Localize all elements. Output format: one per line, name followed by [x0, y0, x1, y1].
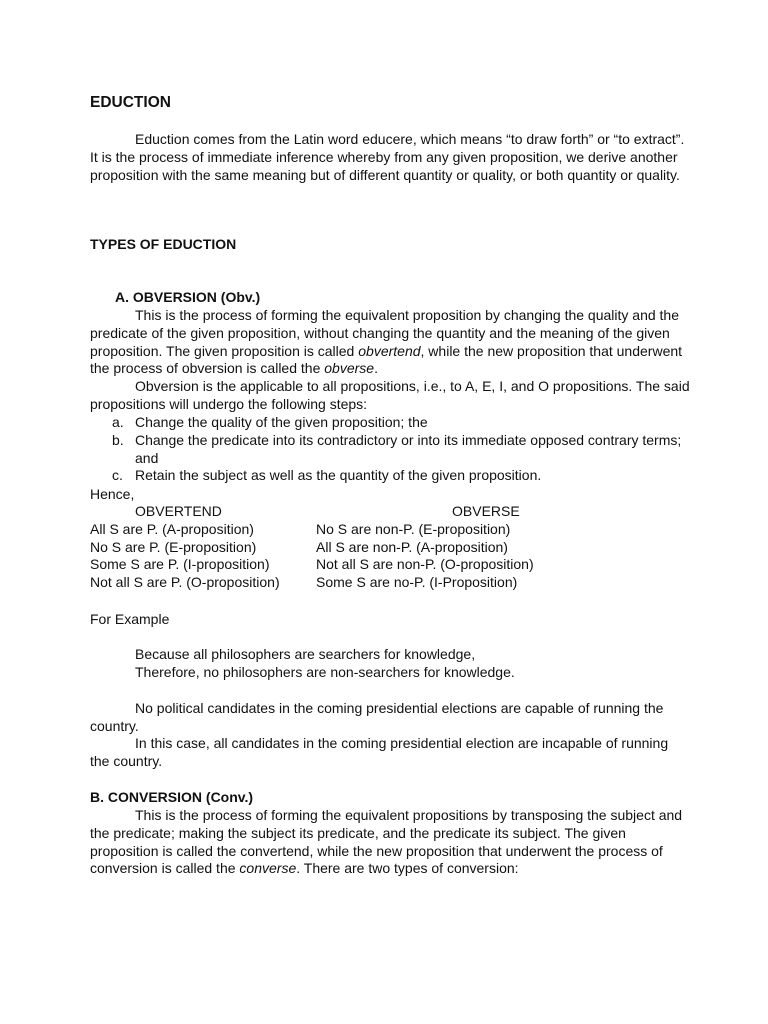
obvertend-term: obvertend	[358, 342, 421, 359]
obversion-steps-list	[112, 414, 692, 485]
list-item: b. Change the predicate into its contradictory or into its immediate opposed contrary terms; and	[112, 431, 682, 466]
table-header-row	[90, 503, 690, 521]
conversion-definition: This is the process of forming the equivalent propositions by transposing the subject and the predicate; making the subject its predicate, and the predicate its subject. The given proposition is called the convertend, while the new proposition that underwent the process of conversion is called the converse. There are two types of conversion:	[90, 807, 683, 877]
obversion-table	[90, 503, 690, 592]
list-item: a. Change the quality of the given proposition; the	[112, 414, 428, 430]
hence-label: Hence,	[90, 486, 135, 502]
example-1-line-2: Therefore, no philosophers are non-searchers for knowledge.	[135, 664, 515, 680]
types-heading: TYPES OF EDUCTION	[90, 236, 237, 252]
table-row: No S are P. (E-proposition) All S are non-P. (A-proposition)	[90, 538, 508, 555]
col-header-obvertend: OBVERTEND	[135, 503, 222, 519]
obversion-applicability: Obversion is the applicable to all propositions, i.e., to A, E, I, and O propositions. The said propositions will undergo the following steps:	[90, 378, 690, 412]
col-header-obverse: OBVERSE	[452, 503, 520, 519]
document-title: EDUCTION	[90, 94, 171, 111]
example-label: For Example	[90, 611, 170, 627]
example-2-conclusion: In this case, all candidates in the coming presidential election are incapable of running the country.	[90, 735, 669, 769]
obversion-definition: This is the process of forming the equivalent proposition by changing the quality and the predicate of the given proposition, without changing the quantity and the meaning of the given proposition. The given proposition is called obvertend, while the new proposition that underwent the process of obversion is called the obverse.	[90, 307, 683, 377]
table-row: Not all S are P. (O-proposition) Some S are no-P. (I-Proposition)	[90, 574, 518, 591]
example-2-premise: No political candidates in the coming presidential elections are capable of running the country.	[90, 700, 664, 734]
intro-paragraph: Eduction comes from the Latin word educere, which means “to draw forth” or “to extract”. It is the process of immediate inference whereby from any given proposition, we derive another proposition with the same meaning but of different quantity or quality, or both quantity or quality.	[90, 131, 685, 183]
list-item: c. Retain the subject as well as the quantity of the given proposition.	[112, 467, 542, 484]
converse-term: converse	[239, 860, 297, 877]
conversion-heading: B. CONVERSION (Conv.)	[90, 789, 254, 805]
obversion-heading: A. OBVERSION (Obv.)	[115, 289, 261, 305]
table-row: All S are P. (A-proposition) No S are non-P. (E-proposition)	[90, 520, 511, 537]
table-row: Some S are P. (I-proposition) Not all S are non-P. (O-proposition)	[90, 556, 534, 573]
example-1-line-1: Because all philosophers are searchers for knowledge,	[135, 646, 476, 662]
obverse-term: obverse	[324, 360, 375, 377]
